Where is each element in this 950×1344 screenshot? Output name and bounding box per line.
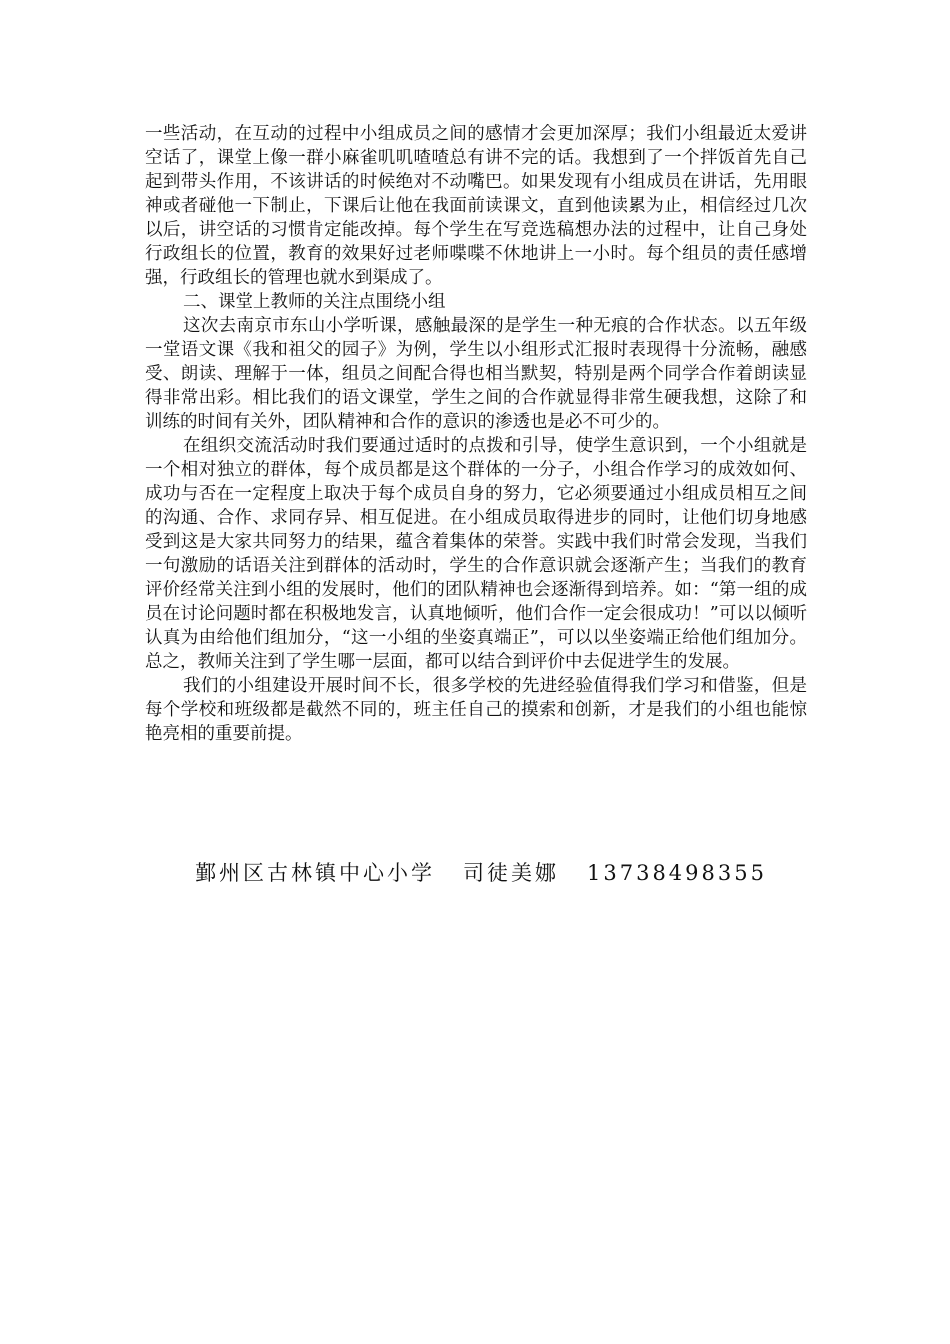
author-signature [195, 856, 815, 890]
signature-author: 司徒美娜 [463, 861, 559, 885]
body-text [145, 122, 807, 746]
signature-school: 鄞州区古林镇中心小学 [195, 861, 435, 885]
paragraph-conclusion: 我们的小组建设开展时间不长，很多学校的先进经验值得我们学习和借鉴，但是每个学校和班级都是截然不同的，班主任自己的摸索和创新，才是我们的小组也能惊艳亮相的重要前提。 [145, 676, 807, 744]
section-heading: 二、课堂上教师的关注点围绕小组 [183, 292, 446, 312]
paragraph-continued: 一些活动，在互动的过程中小组成员之间的感情才会更加深厚；我们小组最近太爱讲空话了，课堂上像一群小麻雀叽叽喳喳总有讲不完的话。我想到了一个拌饭首先自己起到带头作用，不该讲话的时候绝对不动嘴巴。如果发现有小组成员在讲话，先用眼神或者碰他一下制止，下课后让他在我面前读课文，直到他读累为止，相信经过几次以后，讲空话的习惯肯定能改掉。每个学生在写竞选稿想办法的过程中，让自己身处行政组长的位置，教育的效果好过老师喋喋不休地讲上一小时。每个组员的责任感增强，行政组长的管理也就水到渠成了。 [145, 124, 807, 288]
paragraph-nanjing-visit: 这次去南京市东山小学听课，感触最深的是学生一种无痕的合作状态。以五年级一堂语文课《我和祖父的园子》为例，学生以小组形式汇报时表现得十分流畅，融感受、朗读、理解于一体，组员之间配合得也相当默契，特别是两个同学合作着朗读显得非常出彩。相比我们的语文课堂，学生之间的合作就显得非常生硬我想，这除了和训练的时间有关外，团队精神和合作的意识的渗透也是必不可少的。 [145, 316, 807, 432]
paragraph-group-guidance: 在组织交流活动时我们要通过适时的点拨和引导，使学生意识到，一个小组就是一个相对独立的群体，每个成员都是这个群体的一分子，小组合作学习的成效如何、成功与否在一定程度上取决于每个成员自身的努力，它必须要通过小组成员相互之间的沟通、合作、求同存异、相互促进。在小组成员取得进步的同时，让他们切身地感受到这是大家共同努力的结果，蕴含着集体的荣誉。实践中我们时常会发现，当我们一句激励的话语关注到群体的活动时，学生的合作意识就会逐渐产生；当我们的教育评价经常关注到小组的发展时，他们的团队精神也会逐渐得到培养。如：“第一组的成员在讨论问题时都在积极地发言，认真地倾听，他们合作一定会很成功！”可以以倾听认真为由给他们组加分，“这一小组的坐姿真端正”，可以以坐姿端正给他们组加分。总之，教师关注到了学生哪一层面，都可以结合到评价中去促进学生的发展。 [145, 436, 807, 672]
signature-phone: 13738498355 [587, 861, 767, 885]
